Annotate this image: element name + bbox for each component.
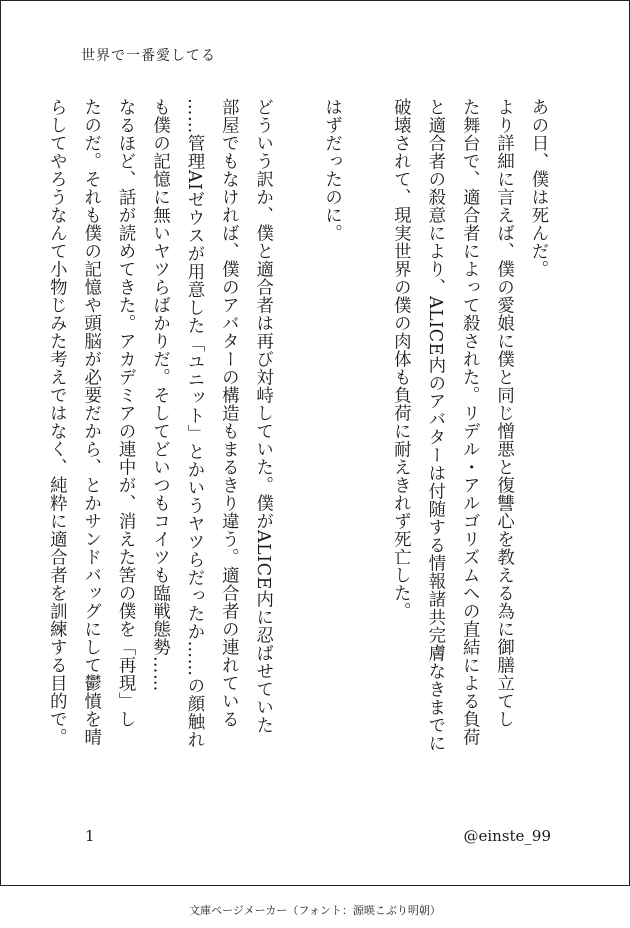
- text-column-1: あの日、僕は死んだ。: [528, 98, 548, 278]
- page-number: 1: [85, 827, 95, 845]
- text-column-5: 破壊されて、現実世界の僕の肉体も負荷に耐えきれず死亡した。: [390, 98, 411, 620]
- body-text: [39, 98, 555, 806]
- text-column-7: はずだったのに。: [321, 98, 342, 242]
- text-column-11: ……管理AIゼウスが用意した「ユニット」とかいうヤツらだったか……の顔触れ: [183, 98, 204, 749]
- generator-caption: 文庫ページメーカー（フォント：源暎こぶり明朝）: [189, 904, 441, 917]
- text-column-12: も僕の記憶に無いヤツらばかりだ。そしてどいつもコイツも臨戦態勢……: [149, 98, 170, 692]
- book-title: 世界で一番愛してる: [81, 48, 216, 64]
- text-column-9: どういう訳か、僕と適合者は再び対峙していた。僕がALICE内に忍ばせていた: [252, 98, 273, 734]
- author-handle: @einste_99: [463, 827, 551, 845]
- text-column-15: らしてやろうなんて小物じみた考えではなく、純粋に適合者を訓練する目的で。: [46, 98, 67, 746]
- text-column-13: なるほど、話が読めてきた。アカデミアの連中が、消えた筈の僕を「再現」し: [115, 98, 136, 728]
- text-column-2: より詳細に言えば、僕の愛娘に僕と同じ憎悪と復讐心を教える為に御膳立てし: [493, 98, 514, 728]
- text-column-14: たのだ。それも僕の記憶や頭脳が必要だから、とかサンドバッグにして鬱憤を晴: [80, 98, 101, 746]
- text-column-10: 部屋でもなければ、僕のアバターの構造もまるきり違う。適合者の連れている: [218, 98, 239, 728]
- text-column-4: と適合者の殺意により、ALICE内のアバターは付随する情報諸共完膚なきまでに: [424, 98, 445, 752]
- blank-column: [280, 98, 314, 806]
- blank-column: [349, 98, 383, 806]
- text-column-3: た舞台で、適合者によって殺された。リデル・アルゴリズムへの直結による負荷: [459, 98, 480, 746]
